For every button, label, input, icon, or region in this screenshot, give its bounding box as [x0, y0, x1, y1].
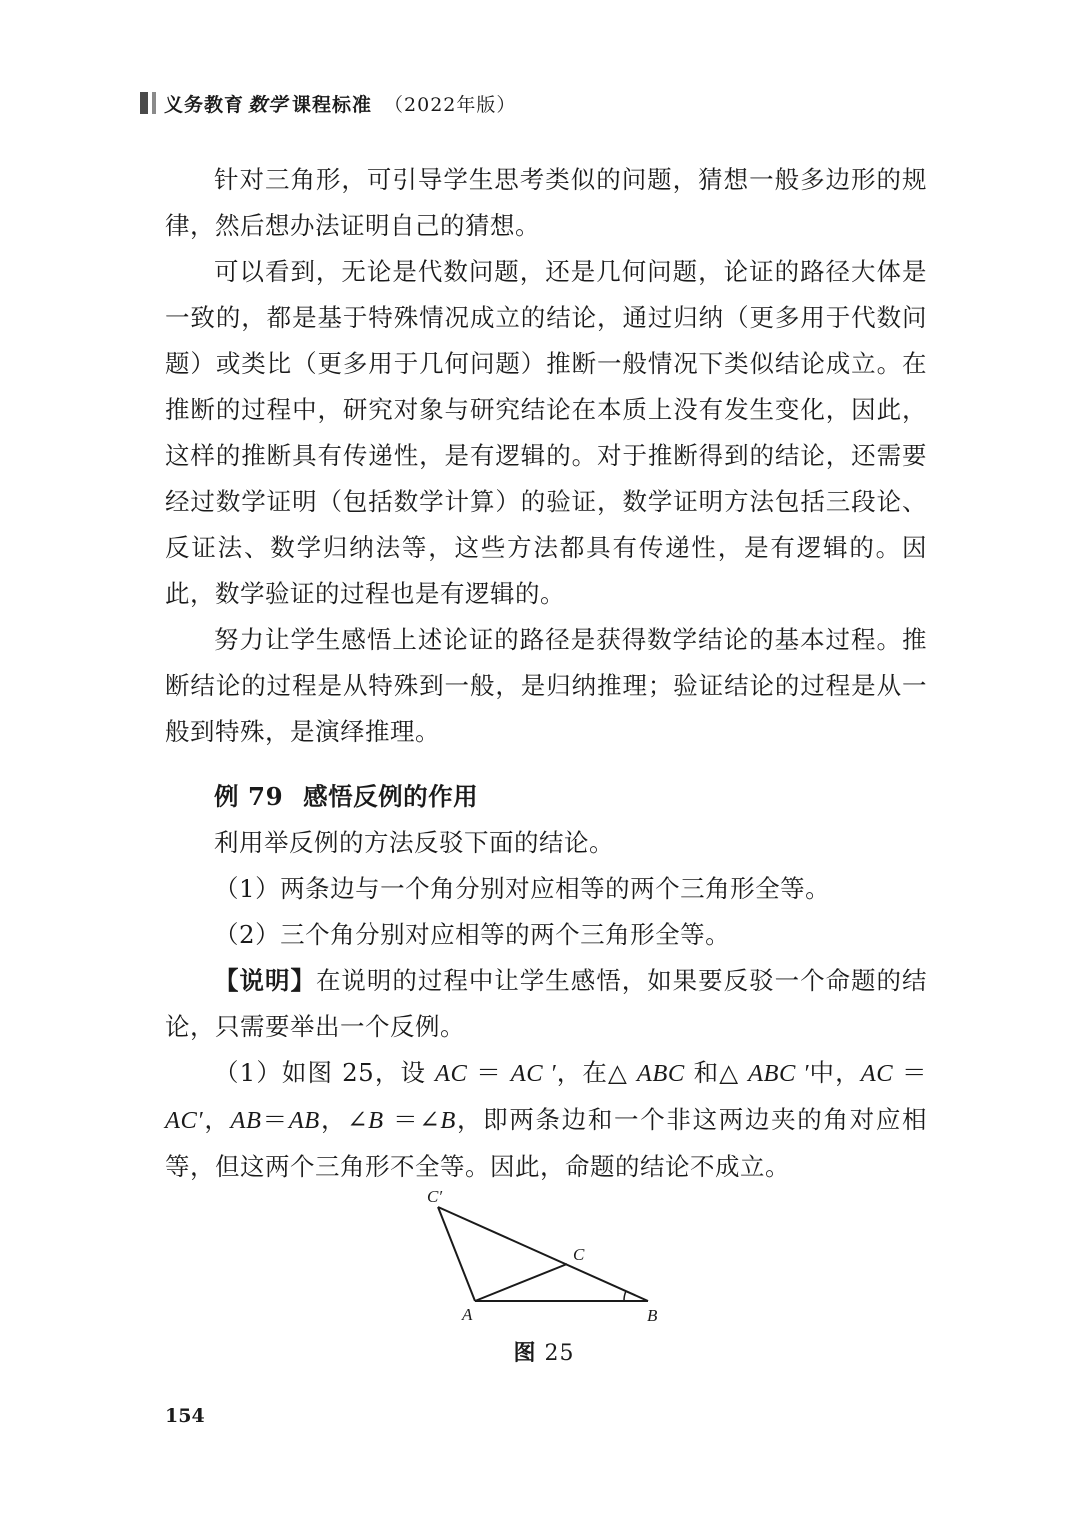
segment-a-c	[475, 1264, 567, 1301]
figure-caption-number: 25	[544, 1341, 575, 1366]
example-item-2: （2）三个角分别对应相等的两个三角形全等。	[214, 920, 731, 949]
label-b: B	[647, 1306, 658, 1325]
running-header	[140, 88, 516, 118]
paragraph: 可以看到，无论是代数问题，还是几何问题，论证的路径大体是一致的，都是基于特殊情况成立的结论，通过归纳（更多用于代数问题）或类比（更多用于几何问题）推断一般情况下类似结论成立。在推断的过程中，研究对象与研究结论在本质上没有发生变化，因此，这样的推断具有传递性，是有逻辑的。对于推断得到的结论，还需要经过数学证明（包括数学计算）的验证，数学证明方法包括三段论、反证法、数学归纳法等，这些方法都具有传递性，是有逻辑的。因此，数学验证的过程也是有逻辑的。	[165, 257, 927, 608]
label-a: A	[462, 1305, 473, 1324]
note-text: 在说明的过程中让学生感悟，如果要反驳一个命题的结论，只需要举出一个反例。	[165, 966, 928, 1041]
example-heading	[165, 774, 927, 820]
example-solution: （1）如图 25，设 AC ＝ AC ′，在△ ABC 和△ ABC ′中，AC ＝AC′，AB＝AB，∠B ＝∠B，即两条边和一个非这两边夹的角对应相等，但这两个三角形不全等。因此，命题的结论不成立。	[165, 1058, 928, 1181]
angle-b-arc	[624, 1291, 626, 1301]
header-title-c: 课程标准	[292, 93, 373, 116]
body-paragraphs	[165, 157, 927, 755]
figure-caption	[0, 1336, 1088, 1367]
example-note	[165, 958, 927, 1050]
triangle-figure	[400, 1180, 690, 1330]
paragraph: 针对三角形，可引导学生思考类似的问题，猜想一般多边形的规律，然后想办法证明自己的猜想。	[165, 165, 927, 240]
example-section	[165, 774, 927, 1190]
paragraph: 努力让学生感悟上述论证的路径是获得数学结论的基本过程。推断结论的过程是从特殊到一般，是归纳推理；验证结论的过程是从一般到特殊，是演绎推理。	[165, 625, 927, 746]
example-title: 感悟反例的作用	[303, 782, 479, 811]
header-edition: （2022年版）	[384, 93, 517, 116]
header-title-b: 数学	[248, 93, 289, 116]
example-item-1: （1）两条边与一个角分别对应相等的两个三角形全等。	[214, 874, 831, 903]
page-number: 154	[165, 1405, 205, 1427]
figure-caption-prefix: 图	[513, 1340, 537, 1366]
label-c: C	[573, 1245, 585, 1264]
example-prompt: 利用举反例的方法反驳下面的结论。	[214, 828, 614, 857]
header-title-a: 义务教育	[164, 93, 245, 116]
header-bar-mark	[140, 92, 156, 114]
note-label: 【说明】	[214, 966, 316, 995]
example-number: 例 79	[214, 782, 284, 811]
label-c-prime: C′	[427, 1187, 443, 1206]
